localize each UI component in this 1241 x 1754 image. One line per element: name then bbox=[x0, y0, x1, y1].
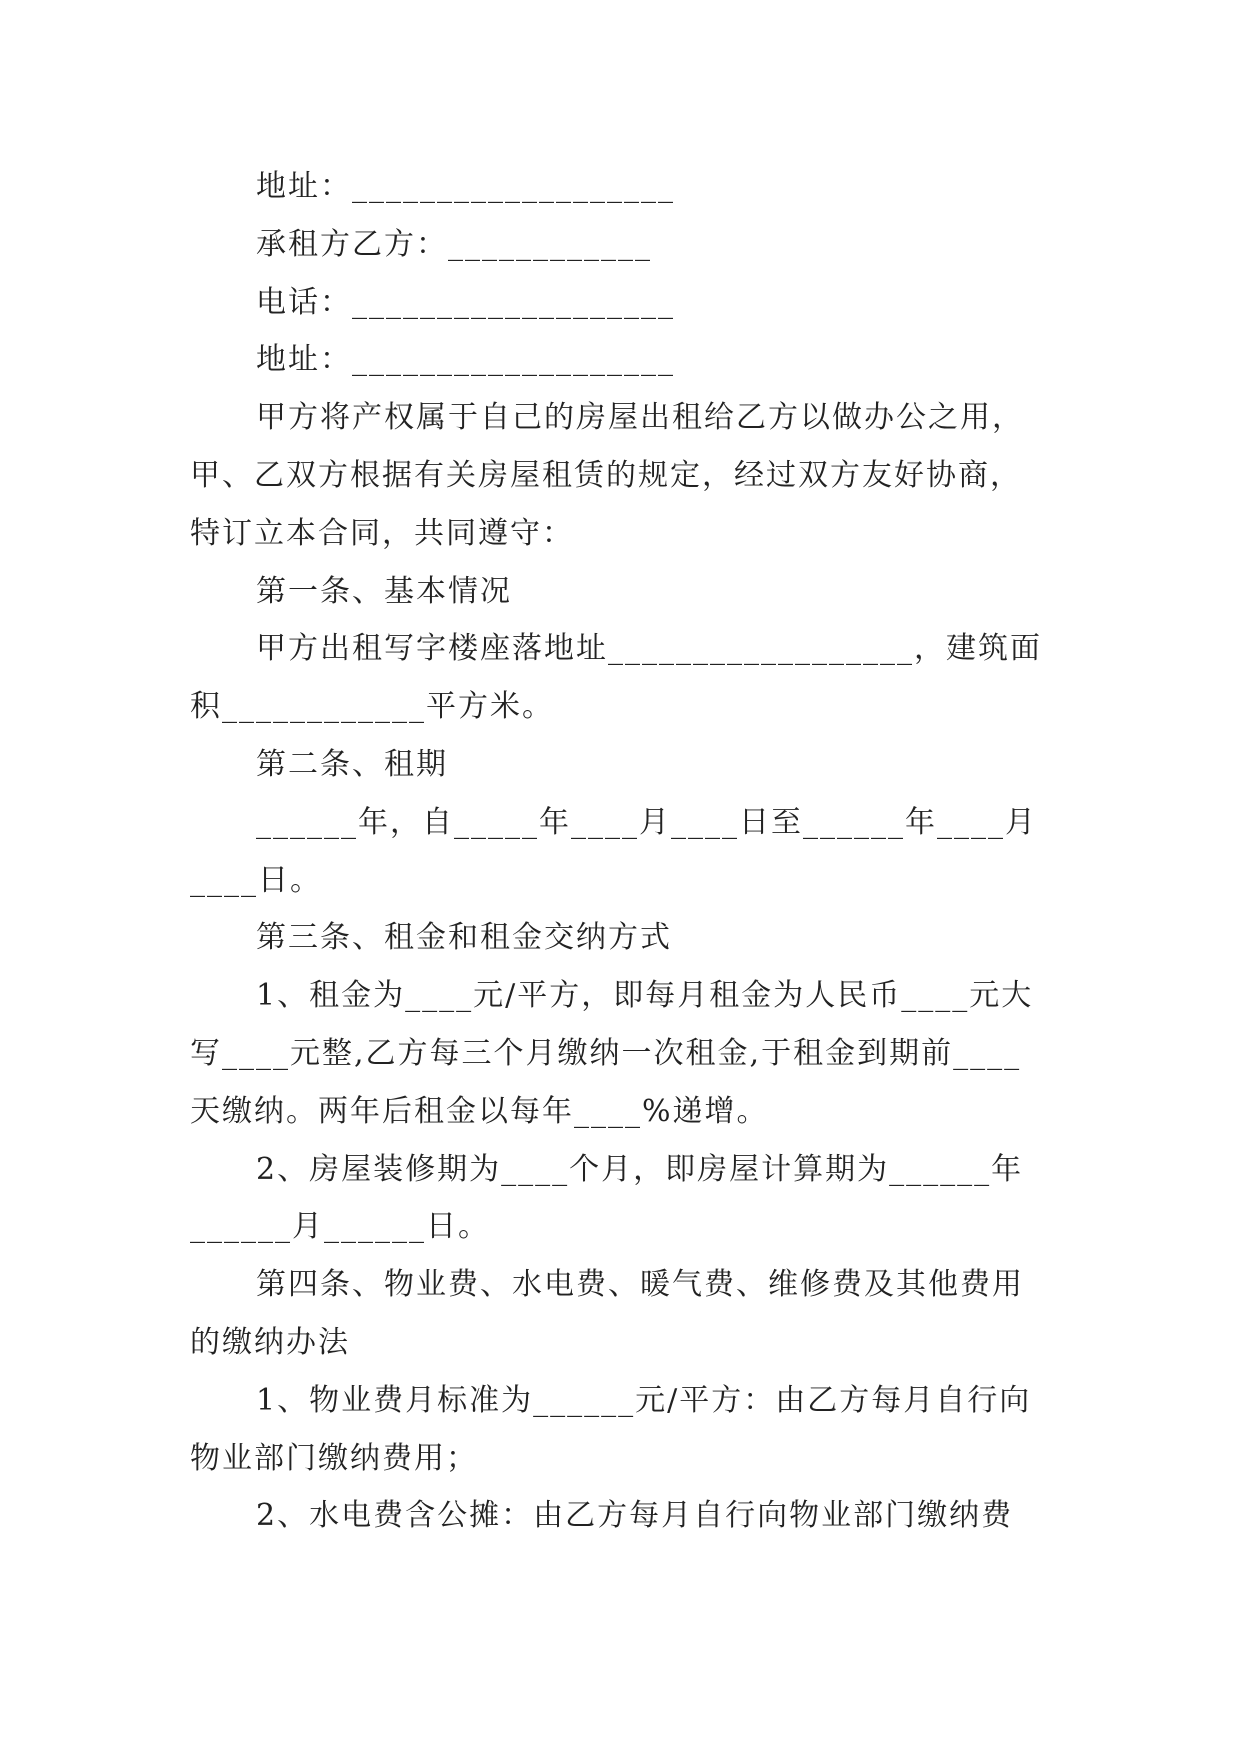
article-4-heading: 的缴纳办法 bbox=[190, 1324, 350, 1360]
intro-paragraph-line: 甲、乙双方根据有关房屋租赁的规定，经过双方友好协商， bbox=[190, 457, 1022, 493]
article-2-text-line: ____日。 bbox=[190, 862, 322, 898]
lessee-address-line: 地址：___________________ bbox=[256, 342, 675, 378]
article-3-item-1-line: 天缴纳。两年后租金以每年____%递增。 bbox=[190, 1093, 769, 1129]
contract-body bbox=[190, 158, 1052, 1545]
intro-paragraph-line: 特订立本合同，共同遵守： bbox=[190, 515, 574, 551]
article-3-item-1-line: 写____元整,乙方每三个月缴纳一次租金,于租金到期前____ bbox=[190, 1035, 1022, 1071]
lessee-name-line: 承租方乙方：____________ bbox=[256, 226, 652, 262]
article-3-item-2-line: 2、房屋装修期为____个月，即房屋计算期为______年 bbox=[256, 1151, 1024, 1187]
article-1-text-line: 甲方出租写字楼座落地址__________________，建筑面 bbox=[256, 631, 1042, 667]
article-2-heading: 第二条、租期 bbox=[256, 746, 448, 782]
article-3-item-1-line: 1、租金为____元/平方，即每月租金为人民币____元大 bbox=[256, 978, 1034, 1014]
article-2-text-line: ______年，自_____年____月____日至______年____月 bbox=[256, 804, 1037, 840]
lessor-address-line: 地址：___________________ bbox=[256, 169, 675, 204]
article-3-item-2-line: ______月______日。 bbox=[190, 1209, 490, 1245]
article-1-heading: 第一条、基本情况 bbox=[256, 573, 512, 609]
article-1-text-line: 积____________平方米。 bbox=[190, 689, 554, 725]
article-4-item-1-line: 物业部门缴纳费用； bbox=[190, 1440, 478, 1476]
article-3-heading: 第三条、租金和租金交纳方式 bbox=[256, 920, 672, 956]
intro-paragraph-line: 甲方将产权属于自己的房屋出租给乙方以做办公之用， bbox=[256, 400, 1024, 436]
article-4-item-1-line: 1、物业费月标准为______元/平方：由乙方每月自行向 bbox=[256, 1382, 1032, 1418]
lessee-phone-line: 电话：___________________ bbox=[256, 284, 675, 320]
article-4-heading: 第四条、物业费、水电费、暖气费、维修费及其他费用 bbox=[256, 1267, 1024, 1303]
article-4-item-2-line: 2、水电费含公摊：由乙方每月自行向物业部门缴纳费 bbox=[256, 1498, 1014, 1534]
